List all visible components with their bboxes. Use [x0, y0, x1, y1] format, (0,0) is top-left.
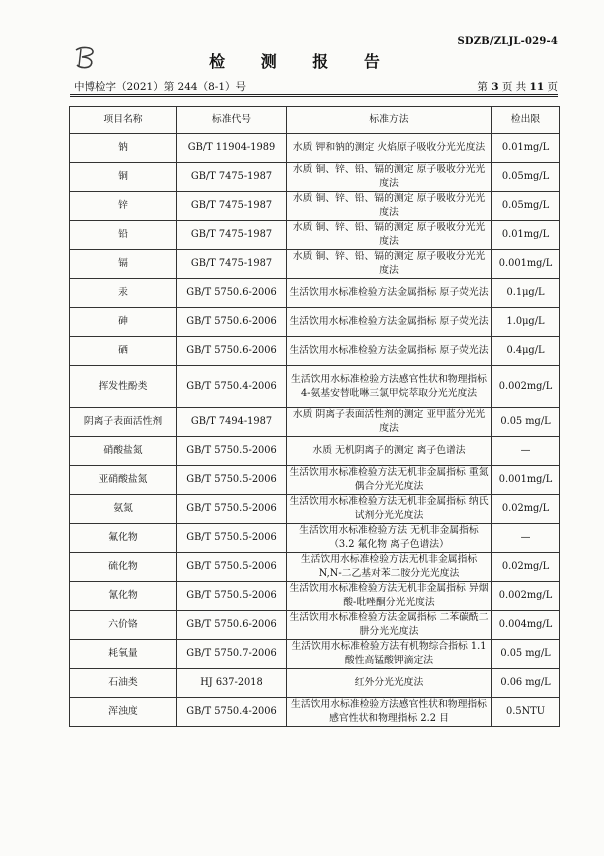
detection-limit-cell: 0.01mg/L: [492, 134, 560, 163]
item-name-cell: 氰化物: [70, 582, 177, 611]
standard-method-cell: 生活饮用水标准检验方法金属指标 原子荧光法: [287, 279, 492, 308]
item-name-cell: 钠: [70, 134, 177, 163]
table-row: [70, 308, 560, 337]
detection-limit-cell: 0.5NTU: [492, 698, 560, 727]
detection-limit-cell: 1.0μg/L: [492, 308, 560, 337]
item-name-cell: 锌: [70, 192, 177, 221]
item-name-cell: 砷: [70, 308, 177, 337]
standard-method-cell: 水质 铜、锌、铅、镉的测定 原子吸收分光光度法: [287, 221, 492, 250]
detection-limit-cell: 0.01mg/L: [492, 221, 560, 250]
table-row: [70, 134, 560, 163]
detection-limit-cell: 0.05mg/L: [492, 163, 560, 192]
standard-method-cell: 生活饮用水标准检验方法无机非金属指标 纳氏试剂分光光度法: [287, 495, 492, 524]
standard-code-cell: GB/T 5750.5-2006: [177, 582, 287, 611]
page-indicator: 第 3 页 共 11 页: [477, 81, 558, 93]
standard-code-cell: GB/T 5750.4-2006: [177, 698, 287, 727]
table-row: [70, 553, 560, 582]
table-row: [70, 437, 560, 466]
standard-code-cell: GB/T 7475-1987: [177, 163, 287, 192]
column-header-name: 项目名称: [70, 107, 177, 134]
standard-method-cell: 生活饮用水标准检验方法无机非金属指标 异烟酸-吡唑酮分光光度法: [287, 582, 492, 611]
detection-limit-cell: 0.1μg/L: [492, 279, 560, 308]
column-header-code: 标准代号: [177, 107, 287, 134]
standard-method-cell: 生活饮用水标准检验方法金属指标 二苯碳酰二肼分光光度法: [287, 611, 492, 640]
detection-limit-cell: 0.05 mg/L: [492, 640, 560, 669]
standard-method-cell: 水质 铜、锌、铅、镉的测定 原子吸收分光光度法: [287, 250, 492, 279]
table-row: [70, 698, 560, 727]
item-name-cell: 汞: [70, 279, 177, 308]
header-divider: [70, 94, 558, 95]
table-row: [70, 279, 560, 308]
table-row: [70, 221, 560, 250]
item-name-cell: 硫化物: [70, 553, 177, 582]
detection-limit-cell: 0.05mg/L: [492, 192, 560, 221]
standard-code-cell: GB/T 5750.7-2006: [177, 640, 287, 669]
standard-code-cell: GB/T 5750.6-2006: [177, 308, 287, 337]
column-header-method: 标准方法: [287, 107, 492, 134]
detection-limit-cell: 0.02mg/L: [492, 495, 560, 524]
item-name-cell: 浑浊度: [70, 698, 177, 727]
standard-code-cell: GB/T 7475-1987: [177, 221, 287, 250]
table-row: [70, 192, 560, 221]
standard-method-cell: 生活饮用水标准检验方法感官性状和物理指标 感官性状和物理指标 2.2 目: [287, 698, 492, 727]
standard-method-cell: 生活饮用水标准检验方法金属指标 原子荧光法: [287, 308, 492, 337]
standard-code-cell: HJ 637-2018: [177, 669, 287, 698]
item-name-cell: 挥发性酚类: [70, 366, 177, 408]
standard-code-cell: GB/T 7494-1987: [177, 408, 287, 437]
table-row: [70, 582, 560, 611]
table-row: [70, 611, 560, 640]
standard-method-cell: 生活饮用水标准检验方法金属指标 原子荧光法: [287, 337, 492, 366]
item-name-cell: 耗氧量: [70, 640, 177, 669]
standard-method-cell: 生活饮用水标准检验方法 无机非金属指标（3.2 氟化物 离子色谱法）: [287, 524, 492, 553]
standard-code-cell: GB/T 5750.6-2006: [177, 611, 287, 640]
standard-method-cell: 水质 铜、锌、铅、镉的测定 原子吸收分光光度法: [287, 163, 492, 192]
item-name-cell: 硒: [70, 337, 177, 366]
standard-code-cell: GB/T 5750.5-2006: [177, 553, 287, 582]
table-header-row: [70, 107, 560, 134]
detection-limit-cell: 0.002mg/L: [492, 366, 560, 408]
detection-limit-cell: 0.002mg/L: [492, 582, 560, 611]
standard-code-cell: GB/T 5750.5-2006: [177, 524, 287, 553]
standard-method-cell: 生活饮用水标准检验方法无机非金属指标 N,N-二乙基对苯二胺分光光度法: [287, 553, 492, 582]
standard-code-cell: GB/T 7475-1987: [177, 192, 287, 221]
item-name-cell: 铜: [70, 163, 177, 192]
detection-limit-cell: 0.004mg/L: [492, 611, 560, 640]
standard-code-cell: GB/T 5750.6-2006: [177, 337, 287, 366]
table-row: [70, 408, 560, 437]
item-name-cell: 六价铬: [70, 611, 177, 640]
table-row: [70, 466, 560, 495]
table-row: [70, 163, 560, 192]
table-row: [70, 669, 560, 698]
item-name-cell: 亚硝酸盐氮: [70, 466, 177, 495]
standard-method-cell: 生活饮用水标准检验方法有机物综合指标 1.1 酸性高锰酸钾滴定法: [287, 640, 492, 669]
table-row: [70, 366, 560, 408]
standard-code-cell: GB/T 5750.4-2006: [177, 366, 287, 408]
page-total: 11: [529, 81, 545, 93]
page-current: 3: [491, 81, 499, 93]
item-name-cell: 阴离子表面活性剂: [70, 408, 177, 437]
standard-method-cell: 水质 钾和钠的测定 火焰原子吸收分光光度法: [287, 134, 492, 163]
standard-method-cell: 水质 阴离子表面活性剂的测定 亚甲蓝分光光度法: [287, 408, 492, 437]
table-row: [70, 640, 560, 669]
table-row: [70, 337, 560, 366]
standard-code-cell: GB/T 5750.5-2006: [177, 437, 287, 466]
standard-method-cell: 水质 无机阴离子的测定 离子色谱法: [287, 437, 492, 466]
standard-code-cell: GB/T 5750.6-2006: [177, 279, 287, 308]
standard-method-cell: 生活饮用水标准检验方法无机非金属指标 重氮偶合分光光度法: [287, 466, 492, 495]
standard-method-cell: 红外分光光度法: [287, 669, 492, 698]
detection-limit-cell: —: [492, 437, 560, 466]
table-row: [70, 524, 560, 553]
detection-limit-cell: 0.001mg/L: [492, 250, 560, 279]
detection-limit-cell: 0.05 mg/L: [492, 408, 560, 437]
item-name-cell: 硝酸盐氮: [70, 437, 177, 466]
table-row: [70, 250, 560, 279]
detection-limit-cell: 0.4μg/L: [492, 337, 560, 366]
item-name-cell: 氟化物: [70, 524, 177, 553]
standard-code-cell: GB/T 11904-1989: [177, 134, 287, 163]
report-title: 检 测 报 告: [209, 52, 395, 71]
report-subline: [74, 79, 558, 94]
report-number: 中博检字（2021）第 244（8-1）号: [74, 81, 247, 93]
standard-method-cell: 生活饮用水标准检验方法感官性状和物理指标 4-氨基安替吡啉三氯甲烷萃取分光光度法: [287, 366, 492, 408]
table-row: [70, 495, 560, 524]
header-divider-secondary: [70, 96, 558, 97]
item-name-cell: 镉: [70, 250, 177, 279]
standard-code-cell: GB/T 5750.5-2006: [177, 466, 287, 495]
standard-code-cell: GB/T 5750.5-2006: [177, 495, 287, 524]
detection-limit-cell: —: [492, 524, 560, 553]
results-table: [69, 106, 560, 727]
detection-limit-cell: 0.06 mg/L: [492, 669, 560, 698]
item-name-cell: 石油类: [70, 669, 177, 698]
table-body: [70, 134, 560, 727]
item-name-cell: 铅: [70, 221, 177, 250]
document-number: SDZB/ZLJL-029-4: [457, 36, 558, 47]
detection-limit-cell: 0.02mg/L: [492, 553, 560, 582]
standard-code-cell: GB/T 7475-1987: [177, 250, 287, 279]
detection-limit-cell: 0.001mg/L: [492, 466, 560, 495]
standard-method-cell: 水质 铜、锌、铅、镉的测定 原子吸收分光光度法: [287, 192, 492, 221]
column-header-limit: 检出限: [492, 107, 560, 134]
item-name-cell: 氨氮: [70, 495, 177, 524]
